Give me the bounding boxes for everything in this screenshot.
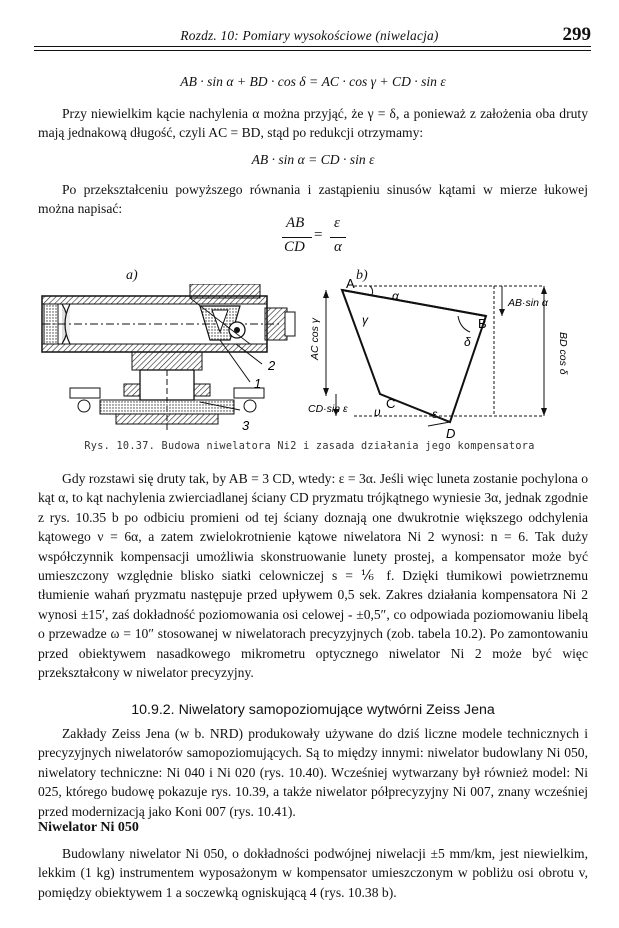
paragraph: Zakłady Zeiss Jena (w b. NRD) produkowały używane do dziś liczne modele technicznych i precyzyjnych niwelatorów samopoziomujących. Są to między innymi: niwelator budowlany Ni 050, niwelatory techniczne: Ni 040 i Ni 020 (rys. 10.40). Wcześniej wytwarzany był również model: Ni 025, którego budowę pokazuje rys. 10.39, a także niwelator półprecyzyjny Ni 007, znany wcześniej przed modernizacją jako Koni 007 (rys. 10.41). <box>38 726 588 819</box>
equals-sign: = <box>314 227 323 243</box>
equation-1: AB · sin α + BD · cos δ = AC · cos γ + CD · sin ε <box>180 74 446 89</box>
vertex-C: C <box>386 396 396 411</box>
figure-caption: Rys. 10.37. Budowa niwelatora Ni2 i zasada działania jego kompensatora <box>84 441 535 452</box>
header-rule <box>34 46 591 47</box>
fraction-numerator-left: AB <box>286 215 305 231</box>
vertex-B: B <box>478 316 487 331</box>
label-cd-sin: CD·sin ε <box>308 403 348 415</box>
fraction-numerator-right: ε <box>334 215 340 231</box>
angle-epsilon: ε <box>432 407 438 421</box>
label-ab-sin: AB·sin α <box>508 297 548 309</box>
angle-gamma: γ <box>362 313 368 327</box>
callout-2: 2 <box>268 358 276 373</box>
paragraph-4-block <box>38 724 588 821</box>
compensator-principle-diagram <box>308 276 570 444</box>
paragraph-5-block <box>38 844 588 902</box>
paragraph-1-block <box>38 104 588 143</box>
fraction-denominator-right: α <box>334 239 342 255</box>
angle-alpha: α <box>392 289 399 303</box>
fraction-equation <box>258 215 368 259</box>
page-number: 299 <box>562 24 591 45</box>
label-ac-cos: AC cos γ <box>309 317 321 360</box>
paragraph: Budowlany niwelator Ni 050, o dokładności podwójnej niwelacji ±5 mm/km, jest niewielkim, lekkim (1 kg) instrumentem wyposażonym w kompensator umieszczonym w pobliżu osi obrotu v, pomiędzy obiektywem 1 a soczewką ogniskującą 4 (rys. 10.38 b). <box>38 846 588 900</box>
fraction-bar <box>330 237 346 238</box>
paragraph-3-block <box>38 469 588 682</box>
vertex-D: D <box>446 426 456 441</box>
callout-3: 3 <box>242 418 250 433</box>
label-bd-cos: BD cos δ <box>557 332 569 375</box>
figure-10-37 <box>40 266 580 446</box>
angle-nu: υ <box>374 405 381 419</box>
vertex-A: A <box>346 276 355 291</box>
running-title: Rozdz. 10: Pomiary wysokościowe (niwelacja) <box>180 28 439 43</box>
paragraph-2-block <box>38 180 588 219</box>
figure-label-b: b) <box>356 268 368 283</box>
fraction-bar <box>282 237 312 238</box>
subheading: Niwelator Ni 050 <box>38 820 139 835</box>
paragraph: Po przekształceniu powyższego równania i zastąpieniu sinusów kątami w mierze łukowej można napisać: <box>38 182 588 217</box>
angle-delta: δ <box>464 335 471 349</box>
level-instrument-drawing <box>40 284 320 434</box>
paragraph: Przy niewielkim kącie nachylenia α można przyjąć, że γ = δ, a ponieważ z założenia oba druty mają jednakową długość, czyli AC = BD, stąd po redukcji otrzymamy: <box>38 106 588 141</box>
fraction-denominator-left: CD <box>284 239 305 255</box>
header-rule-thin <box>34 50 591 51</box>
figure-label-a: a) <box>126 268 138 283</box>
page-header <box>0 24 619 46</box>
callout-1: 1 <box>254 376 262 391</box>
section-heading: 10.9.2. Niwelatory samopoziomujące wytwórni Zeiss Jena <box>131 702 495 718</box>
paragraph: Gdy rozstawi się druty tak, by AB = 3 CD, wtedy: ε = 3α. Jeśli więc luneta zostanie pochylona o kąt α, to kąt nachylenia zwierciadlanej ściany CD pryzmatu trójkątnego wyniesie 3α, jednak zgodnie z rys. 10.35 b po odbiciu promieni od tej ściany doznają one dwukrotnie większego odchylenia kątowego ν = 6α, a zatem zwielokrotnienie kątowe niwelatora Ni 2 wynosi: n = 6. Tak duży współczynnik kompensacji umożliwia skonstruowanie lunety prostej, a kompensator może być umieszczony względnie blisko siatki celowniczej s = ⅙ f. Dzięki tłumikowi powietrznemu tłumienie wahań pryzmatu następuje przed upływem 0,5 sek. Zakres działania kompensatora Ni 2 wynosi ±15′, zaś dokładność poziomowania osi celowej - ±0,5″, co odpowiada poziomowaniu libelą o przewadze ω = 10″ stosowanej w niwelatorach precyzyjnych (zob. tabela 10.2). Po zamontowaniu przed obiektywem nasadkowego mikrometru optycznego niwelator Ni 2 może być więc przekształcony w niwelator precyzyjny. <box>38 471 588 681</box>
equation-2: AB · sin α = CD · sin ε <box>251 152 375 167</box>
